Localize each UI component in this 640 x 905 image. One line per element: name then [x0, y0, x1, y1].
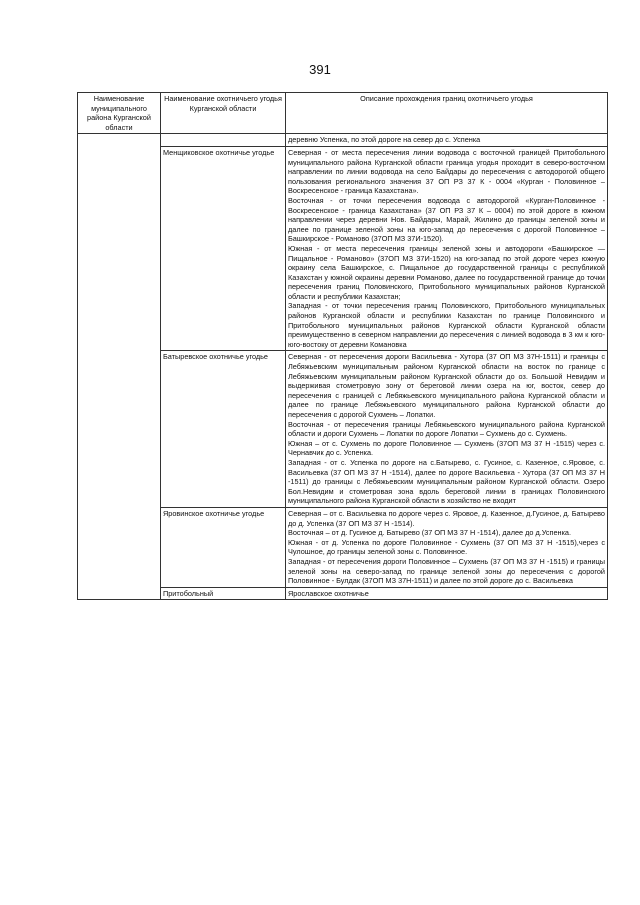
header-description: Описание прохождения границ охотничьего угодья: [286, 93, 608, 134]
description-menshchikovskoe: [286, 146, 608, 350]
boundary-south: Южная - от д. Успенка по дороге Половинное - Сухмень (37 ОП МЗ 37 Н -1515),через с Чулошное, до границы зеленой зоны с. Половинное.: [288, 537, 605, 557]
table-row: [78, 134, 608, 147]
boundary-east: Восточная - от пересечения границы Лебяжьевского муниципального района Курганской области и дороги Сухмень – Лопатки по дороге Лопатки – Сухмень до с. Сухмень.: [288, 419, 605, 439]
boundary-west: Западная - от пересечения дороги Половинное – Сухмень (37 ОП МЗ 37 Н -1515) и границы зеленой зоны на северо-запад по границе зеленой зоны до пересечения с дорогой Половинное - Булдак (37ОП МЗ 37Н-1511) и далее по этой дороге до с. Васильевка: [288, 556, 605, 586]
header-municipality: Наименование муниципального района Курганской области: [78, 93, 161, 134]
header-hunting-ground: Наименование охотничьего угодья Курганской области: [161, 93, 286, 134]
boundary-north: Северная - от места пересечения линии водовода с восточной границей Притобольного муниципального района Курганской области граница угодья проходит в северо-восточном направлении по линии водовода на село Байдары до пересечения с автодорогой общего пользования регионального значения 37 ОП РЗ 37 К - 0004 «Курган - Половинное – Воскресенское - граница Казахстана».: [288, 147, 605, 196]
ground-name-menshchikovskoe: Менщиковское охотничье угодье: [161, 146, 286, 350]
table-header-row: [78, 93, 608, 134]
ground-name-yaroslavskoe: Ярославское охотничье: [286, 587, 608, 600]
description-cell: деревню Успенка, по этой дороге на север до с. Успенка: [286, 134, 608, 147]
ground-name-cell: [161, 134, 286, 147]
page-number: 391: [309, 62, 331, 77]
boundary-east: Восточная - от точки пересечения водовода с автодорогой «Курган-Половинное - Воскресенское - граница Казахстана» (37 ОП РЗ 37 К – 0004) по этой дороге в южном направлении через деревни Нов. Байдары, Марай, Жилино до границы зеленой зоны и далее по границе зеленой зоны на юго-запад до пересечения с дорогой Половинное – Башкирское - Романово (37ОП МЗ 37И-1520).: [288, 195, 605, 244]
boundary-west: Западная - от с. Успенка по дороге на с.Батырево, с. Гусиное, с. Казенное, с.Яровое, с. Васильевка (37 ОП МЗ 37 Н -1514), далее по дороге Васильевка - Хутора (37 ОП МЗ 37 Н -1511) до границы с Лебяжьевским муниципальным районом Курганской области. Озеро Бол.Невидим и стометровая зона вдоль береговой линии в границах Половинского муниципального района Курганской области в хозяйство не входит: [288, 457, 605, 506]
municipality-cell: [78, 134, 161, 600]
description-yarovinskoe: [286, 507, 608, 587]
municipality-pritobolny: Притобольный: [161, 587, 286, 600]
ground-name-yarovinskoe: Яровинское охотничье угодье: [161, 507, 286, 587]
boundary-east: Восточная – от д. Гусиное д. Батырево (37 ОП МЗ 37 Н -1514), далее до д.Успенка.: [288, 528, 572, 538]
boundary-south: Южная – от с. Сухмень по дороге Половинное — Сухмень (37ОП МЗ 37 Н -1515) через с. Чернавчик до с. Успенка.: [288, 438, 605, 458]
boundary-west: Западная - от точки пересечения границ Половинского, Притобольного муниципальных районов Курганской области и республики Казахстан по границе Половинского и Притобольного муниципальных районов Курганской области Курганской области преимущественно в северном направлении до пересечения с линией водовода в 3 км к юго-юго-востоку от деревни Комановка: [288, 301, 605, 349]
boundary-north: Северная - от пересечения дороги Васильевка - Хутора (37 ОП МЗ 37Н-1511) и границы с Лебяжьевским муниципальным районом Курганской области на восток по границе с Лебяжьевским муниципальным районом Курганской области до оз. Большой Невидим и выдерживая стометровую зону от береговой линии озера на юг, восток, север до пересечения с границей с Лебяжьевского муниципального района Курганской области и далее по границе Лебяжьевского муниципального района Курганской области до пересечения с дорогой Сухмень – Лопатки.: [288, 352, 605, 419]
description-batyrevskoe: [286, 351, 608, 508]
boundary-north: Северная – от с. Васильевка по дороге через с. Яровое, д. Казенное, д.Гусиное, д. Батырево до д. Успенка (37 ОП МЗ 37 Н -1514).: [288, 508, 605, 528]
ground-name-batyrevskoe: Батыревское охотничье угодье: [161, 351, 286, 508]
hunting-grounds-table: [77, 92, 608, 600]
boundary-south: Южная - от места пересечения границы зеленой зоны и автодороги «Башкирское — Пищальное - Романово» (37ОП МЗ 37И-1520) на юго-запад по этой дороге через южную окраину села Башкирское, с. Пищальное до государственной границы с республикой Казахстан у южной окраины деревни Романово, далее по государственной границе до точки пересечения границ Половинского, Притобольного муниципальных районов Курганской области и республики Казахстан;: [288, 243, 605, 301]
